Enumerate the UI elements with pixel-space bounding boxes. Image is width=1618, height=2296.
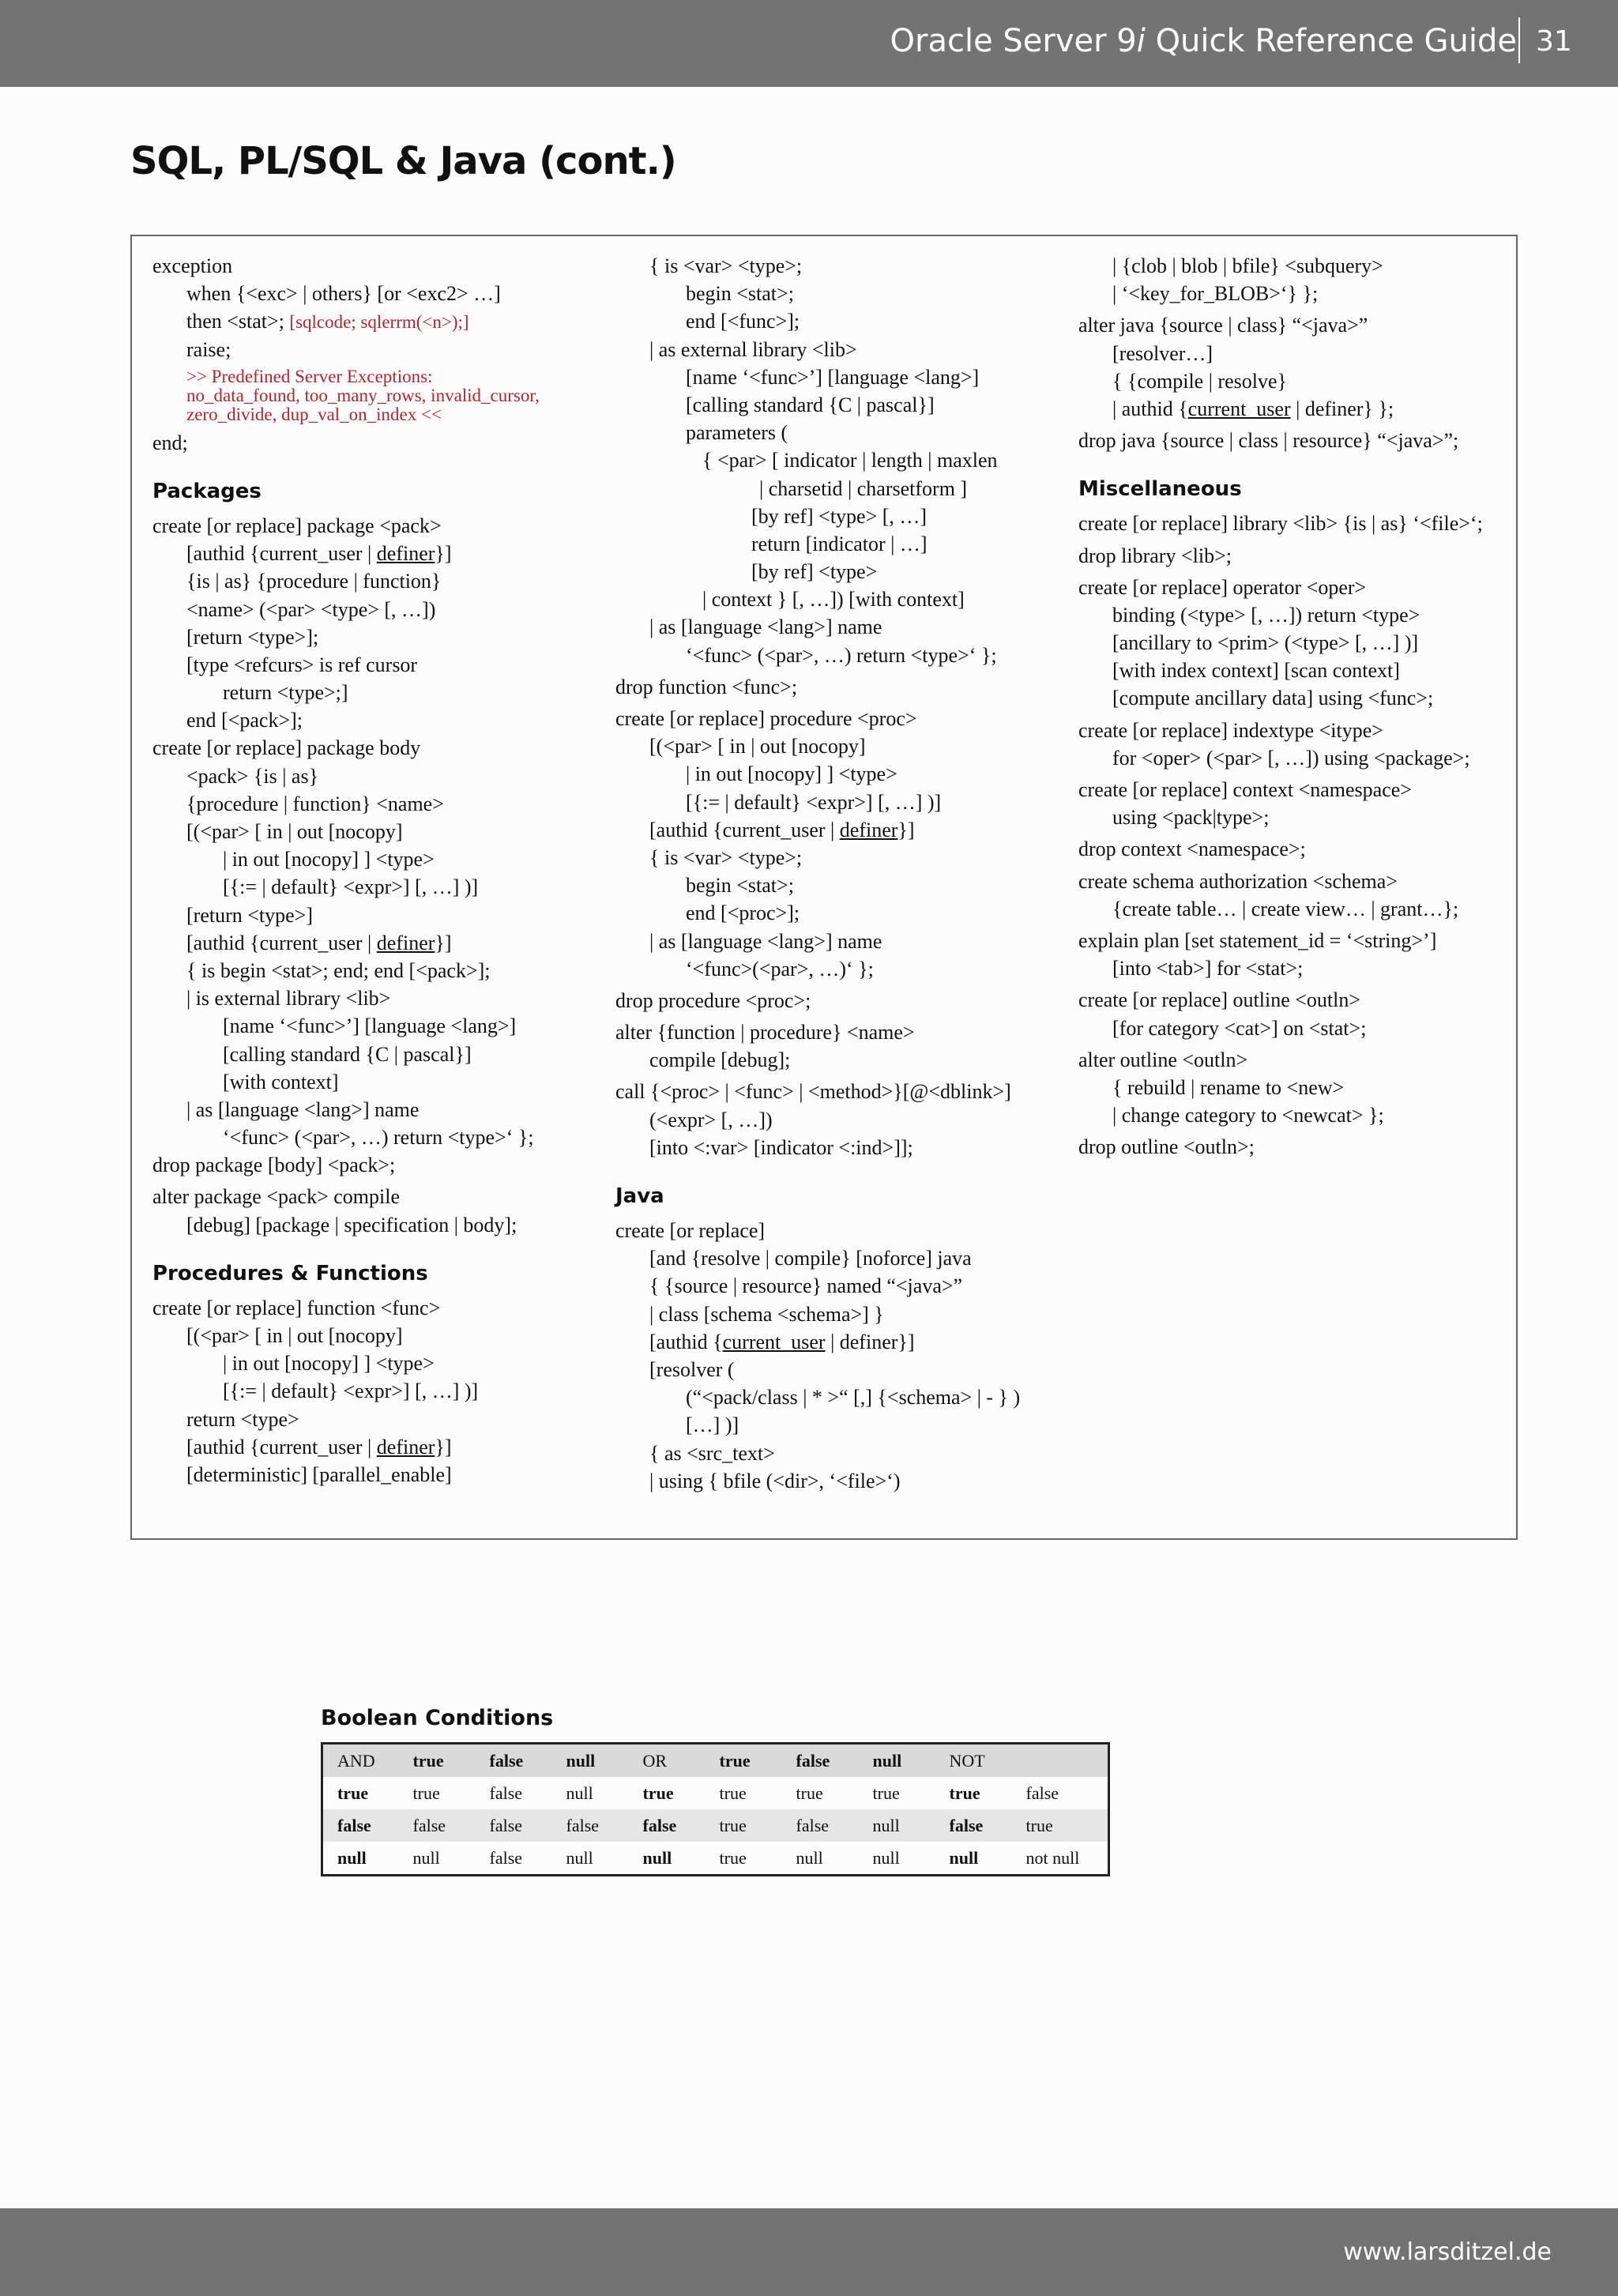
code-line: [return <type>] [186,903,313,927]
code-line: explain plan [set statement_id = ‘<string>’] [1078,928,1437,952]
code-line: | in out [nocopy] ] <type> [686,762,897,786]
code-line: return <type>;] [223,681,348,705]
header-separator [1518,17,1520,63]
code-line: alter package <pack> compile [152,1185,401,1209]
table-row [322,1842,1109,1876]
table-header-cell: false [476,1744,552,1778]
code-line: | context } [, …]) [with context] [702,588,965,612]
section-heading-procedures-functions: Procedures & Functions [152,1261,428,1285]
column-1 [152,252,611,1489]
table-cell: false [552,1809,629,1842]
code-line: compile [debug]; [649,1048,791,1072]
code-line: drop java {source | class | resource} “<java>”; [1078,429,1459,453]
code-text: }] [435,542,452,566]
table-cell: false [1025,1782,1059,1803]
code-text-underlined: definer [376,931,435,954]
code-line: [into <:var> [indicator <:ind>]]; [649,1135,913,1159]
code-line: [name ‘<func>’] [language <lang>] [223,1014,517,1038]
table-header-cell: false [782,1744,859,1778]
footer-url: www.larsditzel.de [1343,2238,1552,2266]
table-cell: true [872,1782,900,1803]
code-text: [authid {current_user | [649,818,840,841]
code-line: [{:= | default} <expr>] [, …] )] [223,875,479,899]
table-cell: null [859,1809,935,1842]
code-line: | change category to <newcat> }; [1112,1104,1384,1127]
table-header-cell: null [552,1744,629,1778]
table-header-cell [1012,1744,1109,1778]
code-line [615,816,1066,844]
code-line: | using { bfile (<dir>, ‘<file>‘) [649,1469,901,1492]
code-line: alter java {source | class} “<java>” [1078,314,1368,337]
section-heading-packages: Packages [152,479,262,503]
code-line: { <par> [ indicator | length | maxlen [702,449,998,472]
code-text: }] [897,818,915,841]
code-line: begin <stat>; [686,282,794,306]
code-line: | {clob | blob | bfile} <subquery> [1112,254,1383,277]
code-text: | authid { [1112,397,1188,420]
header-bar [0,0,1618,87]
code-line: begin <stat>; [686,874,794,898]
code-text: [authid { [649,1330,723,1353]
table-cell: true [706,1809,782,1842]
table-cell: null [642,1847,672,1868]
table-row [322,1777,1109,1809]
table-cell: true [719,1847,747,1868]
table-header-row [322,1744,1109,1778]
code-line: { {compile | resolve} [1112,369,1287,393]
table-cell: true [949,1782,980,1803]
code-line: create [or replace] context <namespace> [1078,778,1412,801]
table-cell: null [949,1847,979,1868]
boolean-conditions-title: Boolean Conditions [321,1706,554,1730]
table-cell: true [412,1782,440,1803]
code-line: [into <tab>] for <stat>; [1112,957,1304,981]
code-line [152,307,611,335]
code-line: | as [language <lang>] name [649,615,882,639]
code-line: | class [schema <schema>] } [649,1302,884,1326]
code-line [152,929,611,957]
code-text-underlined: definer [376,1435,435,1459]
code-line: drop context <namespace>; [1078,837,1306,861]
column-2 [615,252,1066,1495]
code-line: { is <var> <type>; [649,845,803,869]
table-cell: false [476,1809,552,1842]
code-line: create [or replace] package <pack> [152,514,442,537]
code-line: end [<func>]; [686,310,800,333]
code-line: <name> (<par> <type> [, …]) [186,597,436,621]
code-line: { {source | resource} named “<java>” [649,1274,963,1298]
code-line: (“<pack/class | * >“ [,] {<schema> | - } ) [686,1386,1021,1410]
code-line: [deterministic] [parallel_enable] [186,1462,452,1486]
code-line: [calling standard {C | pascal}] [223,1042,472,1066]
code-line: { as <src_text> [649,1441,775,1465]
guide-suffix: Quick Reference Guide [1145,23,1517,59]
exceptions-note: >> Predefined Server Exceptions: [186,366,433,386]
code-line: return [indicator | …] [751,532,928,555]
table-cell: true [337,1782,369,1803]
code-line: [by ref] <type> [, …] [751,504,928,528]
code-line: end [<proc>]; [686,901,800,925]
code-line: call {<proc> | <func> | <method>}[@<dblink>] [615,1080,1011,1104]
code-note: [sqlcode; sqlerrm(<n>);] [289,312,469,333]
table-cell: null [412,1847,440,1868]
code-line [152,540,611,567]
table-header-cell: OR [629,1744,706,1778]
table-row [322,1809,1109,1842]
table-cell: false [629,1809,706,1842]
table-cell: null [872,1847,900,1868]
code-line: create [or replace] library <lib> {is | as} ‘<file>‘; [1078,512,1483,536]
table-header-cell: NOT [935,1744,1012,1778]
code-text: }] [435,1435,452,1459]
code-line: drop outline <outln>; [1078,1135,1255,1159]
code-line: [{:= | default} <expr>] [, …] )] [686,790,942,814]
table-cell: false [782,1809,859,1842]
code-line: [(<par> [ in | out [nocopy] [649,735,866,758]
code-line: drop library <lib>; [1078,544,1232,567]
code-text: | definer} }; [1290,397,1394,420]
code-line: end [<pack>]; [186,709,303,732]
code-line [1078,395,1517,423]
exceptions-note: zero_divide, dup_val_on_index << [186,404,442,424]
code-line: { rebuild | rename to <new> [1112,1075,1345,1099]
code-text: }] [435,931,452,954]
code-line: [resolver…] [1112,341,1214,365]
guide-prefix: Oracle Server 9 [890,23,1137,59]
code-text-underlined: definer [839,818,898,841]
code-line: [(<par> [ in | out [nocopy] [186,820,403,843]
code-line: end; [152,431,188,454]
code-line: { is begin <stat>; end; end [<pack>]; [186,958,491,982]
table-cell: false [399,1809,476,1842]
code-text: [authid {current_user | [186,1435,377,1459]
code-line: parameters ( [686,421,788,445]
code-line: return <type> [186,1407,299,1431]
table-cell: null [566,1782,593,1803]
code-line: | as [language <lang>] name [186,1097,420,1121]
code-line: [return <type>]; [186,625,319,649]
code-line: { is <var> <type>; [649,254,803,277]
code-line: [with context] [223,1070,339,1093]
code-line: for <oper> (<par> [, …]) using <package>; [1112,746,1470,770]
code-line: {is | as} {procedure | function} [186,570,442,593]
code-line: drop package [body] <pack>; [152,1154,396,1177]
code-line: [compute ancillary data] using <func>; [1112,687,1434,710]
exceptions-note: no_data_found, too_many_rows, invalid_cursor, [186,385,540,405]
code-line: drop procedure <proc>; [615,988,811,1012]
code-line: | as [language <lang>] name [649,929,882,953]
table-header-cell: true [399,1744,476,1778]
code-text-underlined: definer [376,542,435,566]
code-line: [calling standard {C | pascal}] [686,393,935,416]
code-line: when {<exc> | others} [or <exc2> …] [186,282,501,306]
code-line: | as external library <lib> [649,337,857,361]
code-line: binding (<type> [, …]) return <type> [1112,603,1420,627]
table-cell: false [322,1809,399,1842]
code-line: ‘<func>(<par>, …)‘ }; [686,957,874,981]
code-line: [with index context] [scan context] [1112,659,1400,683]
code-line: [type <refcurs> is ref cursor [186,653,418,676]
code-text: | definer}] [825,1330,915,1353]
section-heading-miscellaneous: Miscellaneous [1078,477,1242,502]
table-cell: null [337,1847,367,1868]
code-line: [ancillary to <prim> (<type> [, …] )] [1112,631,1419,655]
section-heading-java: Java [615,1184,664,1208]
guide-italic: i [1136,23,1146,59]
table-cell: null [566,1847,593,1868]
footer-bar [0,2208,1618,2296]
guide-title [890,17,1517,65]
code-line [152,1433,611,1461]
code-line: create schema authorization <schema> [1078,869,1398,893]
code-line: [by ref] <type> [751,560,878,584]
code-line: [(<par> [ in | out [nocopy] [186,1324,403,1347]
code-line: exception [152,254,233,277]
page-title: SQL, PL/SQL & Java (cont.) [130,139,676,183]
code-line: [for category <cat>] on <stat>; [1112,1016,1367,1040]
code-line: | in out [nocopy] ] <type> [223,848,435,871]
code-line: drop function <func>; [615,675,798,698]
code-line: ‘<func> (<par>, …) return <type>‘ }; [686,643,997,667]
table-cell: true [719,1782,747,1803]
code-line: <pack> {is | as} [186,764,319,788]
code-text-underlined: current_user [1187,397,1291,420]
syntax-box [130,235,1518,1540]
code-line: | is external library <lib> [186,987,391,1011]
code-line: create [or replace] function <func> [152,1296,441,1319]
table-header-cell: true [706,1744,782,1778]
column-3 [1078,252,1517,1161]
code-text: [authid {current_user | [186,931,377,954]
code-line: [name ‘<func>’] [language <lang>] [686,365,980,389]
code-line: create [or replace] procedure <proc> [615,707,917,730]
code-line: create [or replace] package body [152,736,421,760]
code-text: [authid {current_user | [186,542,377,566]
code-line: create [or replace] [615,1219,766,1242]
code-line: alter {function | procedure} <name> [615,1021,915,1044]
code-line: | ‘<key_for_BLOB>‘} }; [1112,282,1319,306]
code-line: (<expr> [, …]) [649,1108,773,1131]
table-cell: false [489,1782,523,1803]
code-line: raise; [186,337,231,361]
table-cell: true [796,1782,823,1803]
code-line: {create table… | create view… | grant…}; [1112,897,1459,920]
code-line: [resolver ( [649,1357,735,1381]
boolean-conditions-table [321,1742,1110,1876]
table-cell: not null [1025,1847,1080,1868]
page-number: 31 [1536,25,1572,58]
code-line: [and {resolve | compile} [noforce] java [649,1247,972,1270]
table-cell: false [489,1847,523,1868]
code-text-underlined: current_user [722,1330,826,1353]
code-line: [{:= | default} <expr>] [, …] )] [223,1379,479,1403]
code-line: ‘<func> (<par>, …) return <type>‘ }; [223,1126,534,1150]
table-cell: null [796,1847,823,1868]
table-cell: true [1012,1809,1109,1842]
code-line: alter outline <outln> [1078,1048,1248,1071]
code-line: […] )] [686,1413,739,1437]
table-header-cell: null [859,1744,935,1778]
code-line: create [or replace] indextype <itype> [1078,718,1383,742]
code-line: | charsetid | charsetform ] [759,476,968,500]
code-line [615,1328,1066,1356]
table-cell: false [935,1809,1012,1842]
table-cell: true [642,1782,674,1803]
code-line: {procedure | function} <name> [186,792,444,815]
code-text: then <stat>; [186,310,290,333]
table-header-cell: AND [322,1744,399,1778]
code-line: [debug] [package | specification | body]; [186,1213,517,1236]
code-line: create [or replace] outline <outln> [1078,988,1361,1012]
code-line: using <pack|type>; [1112,806,1270,830]
code-line: | in out [nocopy] ] <type> [223,1352,435,1376]
code-line: create [or replace] operator <oper> [1078,575,1367,599]
